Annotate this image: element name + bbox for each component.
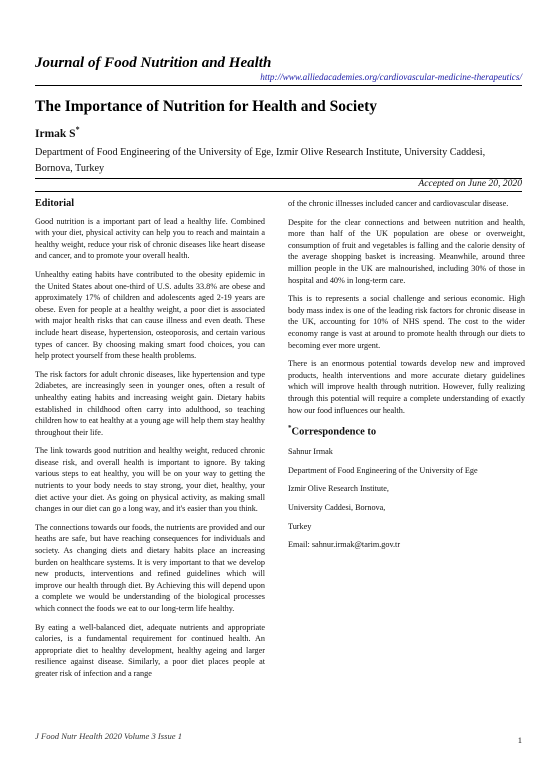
left-column (35, 198, 265, 687)
correspondence-department: Department of Food Engineering of the University of Ege (288, 465, 478, 475)
body-paragraph: of the chronic illnesses included cancer and cardiovascular disease. (288, 199, 509, 208)
correspondence-mark: * (288, 424, 292, 433)
correspondence-heading (288, 423, 525, 438)
accepted-date: Accepted on June 20, 2020 (418, 178, 522, 189)
body-paragraph: The risk factors for adult chronic diseases, like hypertension and type 2diabetes, are increasingly seen in younger ones, often a result of unhealthy eating habits and increasing weight gain. Dietary habits established in childhood often carry into adulthood, so teaching children how to eat healthy at a young age will help them stay healthy throughout their life. (35, 369, 265, 437)
body-paragraph: By eating a well-balanced diet, adequate nutrients and appropriate calories, is a fundamental requirement for continued health. An appropriate diet to healthy development, healthy ageing and larger resilience against disease. Similarly, a poor diet places people at greater risk of infection and a range (35, 622, 265, 678)
body-paragraph: This is to represents a social challenge and serious economic. High body mass index is one of the leading risk factors for chronic disease in the UK, accounting for 10% of NHS spend. The cost to the wider economy range is vast at around to promote health through our diets to becoming ever more urgent. (288, 294, 525, 350)
author-name (35, 125, 80, 140)
right-column (288, 198, 525, 558)
header-divider (35, 85, 522, 86)
body-paragraph: There is an enormous potential towards develop new and improved products, health interventions and more accurate dietary guidelines which will improve health through nutrition. However, fully realizing through this potential will require a complete understanding of exactly how our food influences our health. (288, 359, 525, 415)
correspondence-heading-text: Correspondence to (291, 426, 377, 438)
article-title: The Importance of Nutrition for Health and Society (35, 98, 377, 115)
correspondence-street: University Caddesi, Bornova, (288, 502, 386, 512)
correspondence-institute: Izmir Olive Research Institute, (288, 484, 389, 494)
body-paragraph: The connections towards our foods, the nutrients are provided and our heaths are safe, but have reaching consequences for individuals and society. As changing diets and dietary habits place an increasing burden on healthcare systems. It is very important to that we develop new products, interventions and refined guidelines which will improve our health through diet. By Achieving this will depend upon a complete we would be understanding of the biological processes which connect the foods we eat to our long-term life healthy. (35, 522, 265, 613)
body-paragraph: Despite for the clear connections and between nutrition and health, more than half of the UK population are obese or overweight, consumption of fruit and vegetables is falling and the calorie density of the average shopping basket is increasing. Meanwhile, around three million people in the UK are malnourished, including 30% of those in hospital and 40% in long-term care. (288, 217, 525, 285)
correspondence-email[interactable]: Email: sahnur.irmak@tarim.gov.tr (288, 540, 401, 550)
correspondence-country: Turkey (288, 521, 312, 531)
author-corresponding-mark: * (75, 125, 80, 134)
correspondence-name: Sahnur Irmak (288, 447, 333, 457)
accepted-divider (35, 191, 522, 192)
author-name-text: Irmak S (35, 127, 76, 140)
body-paragraph: Good nutrition is a important part of lead a healthy life. Combined with your diet, physical activity can help you to reach and maintain a healthy weight, reduce your risk of chronic diseases like heart disease and cancer, and to promote your overall health. (35, 216, 265, 261)
body-paragraph: Unhealthy eating habits have contributed to the obesity epidemic in the United States about one-third of U.S. adults 33.8% are obese and approximately 17% of children and adolescents aged 2-19 years are obese. Even for people at a healthy weight, a poor diet is associated with major health risks that can cause illness and even death. These include heart disease, hypertension, osteoporosis, and certain various types of cancer. By choosing making smart food choices, you can help protect yourself from these health problems. (35, 269, 265, 361)
page-number: 1 (517, 735, 522, 745)
section-heading-editorial: Editorial (35, 198, 75, 209)
footer-citation: J Food Nutr Health 2020 Volume 3 Issue 1 (35, 731, 183, 741)
body-paragraph: The link towards good nutrition and healthy weight, reduced chronic disease risk, and overall health is important to ignore. By taking various steps to eat healthy, you will be on your way to getting the nutrients to your body needs to stay strong, your diet, healthy, your diet active your diet. As going on physical activity, as making small changes in our diet can go a long way, and it's easier than you think. (35, 446, 265, 514)
journal-title: Journal of Food Nutrition and Health (35, 55, 272, 71)
journal-url-link[interactable]: http://www.alliedacademies.org/cardiovascular-medicine-therapeutics/ (260, 72, 522, 82)
author-affiliation: Department of Food Engineering of the University of Ege, Izmir Olive Research Institute, University Caddesi, Bornova, Turkey (35, 147, 486, 174)
